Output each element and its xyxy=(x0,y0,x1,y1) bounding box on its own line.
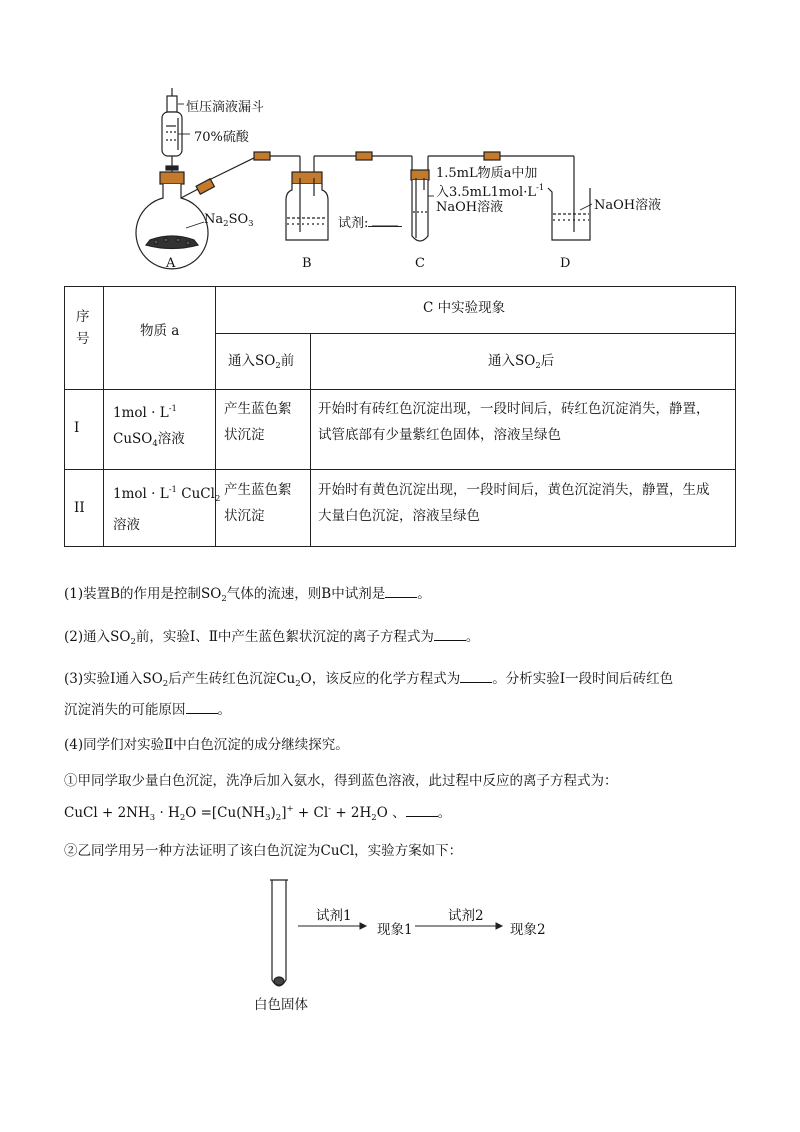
row-after: 开始时有砖红色沉淀出现，一段时间后，砖红色沉淀消失，静置， 试管底部有少量紫红色固体，溶液呈绿色 xyxy=(318,401,710,443)
row-substance: $1mol \cdot L^{-1}$ CuSO$_4$溶液 xyxy=(113,404,185,449)
header-phenomena: C 中实验现象 xyxy=(423,300,506,316)
phenomenon-2: 现象2 xyxy=(510,922,546,938)
question-3: (3)实验Ⅰ通入$SO_2$后产生砖红色沉淀$Cu_2O$，该反应的化学方程式为 。分析实验Ⅰ一段时间后砖红色 沉淀消失的可能原因 。 xyxy=(64,666,744,723)
header-after: 通入$SO_2$后 xyxy=(488,353,555,371)
row-before: 产生蓝色絮 状沉淀 xyxy=(224,401,292,443)
row-id: I xyxy=(74,420,80,436)
reagent-label: 试剂: xyxy=(338,212,402,231)
letter-c: C xyxy=(415,256,425,271)
reagent-1: 试剂1 xyxy=(316,908,352,924)
ion-equation: CuCl + $2NH_3 \cdot H_2O =[Cu(NH_3)_2]^+ + Cl^- + 2H_2O$ 、 。 xyxy=(64,804,452,823)
d-label: NaOH溶液 xyxy=(594,198,662,213)
test-tube-icon xyxy=(270,880,288,986)
white-solid-label: 白色固体 xyxy=(254,997,308,1013)
sulfite-label: $Na_2SO_3$ xyxy=(204,212,254,229)
row-id: II xyxy=(74,500,85,516)
question-2: (2)通入$SO_2$前，实验Ⅰ、Ⅱ中产生蓝色絮状沉淀的离子方程式为 。 xyxy=(64,624,744,655)
reagent-2: 试剂2 xyxy=(448,908,484,924)
phenomenon-1: 现象1 xyxy=(377,922,413,938)
question-4-2: ②乙同学用另一种方法证明了该白色沉淀为CuCl，实验方案如下： xyxy=(64,843,463,859)
question-4: (4)同学们对实验Ⅱ中白色沉淀的成分继续探究。 xyxy=(64,737,349,753)
letter-b: B xyxy=(302,256,312,271)
acid-label: 70%硫酸 xyxy=(194,130,249,145)
question-1: (1)装置B的作用是控制$SO_2$气体的流速，则B中试剂是 。 xyxy=(64,581,744,612)
header-substance: 物质 a xyxy=(140,323,180,339)
question-4-1: ①甲同学取少量白色沉淀，洗净后加入氨水，得到蓝色溶液，此过程中反应的离子方程式为： xyxy=(64,773,618,789)
funnel-label: 恒压滴液漏斗 xyxy=(186,100,265,115)
letter-d: D xyxy=(560,256,571,271)
row-after: 开始时有黄色沉淀出现，一段时间后，黄色沉淀消失，静置，生成 大量白色沉淀，溶液呈绿色 xyxy=(318,482,710,524)
row-substance: $1mol \cdot L^{-1}$ CuCl$_2$ 溶液 xyxy=(113,485,221,533)
row-before: 产生蓝色絮 状沉淀 xyxy=(224,482,292,524)
header-seq: 序 号 xyxy=(76,309,90,347)
header-before: 通入$SO_2$前 xyxy=(228,353,295,371)
letter-a: A xyxy=(166,256,176,271)
c-label: 1.5mL物质a中加 入$3.5mL1mol\cdot L^{-1}$ NaOH溶液 xyxy=(436,166,545,215)
